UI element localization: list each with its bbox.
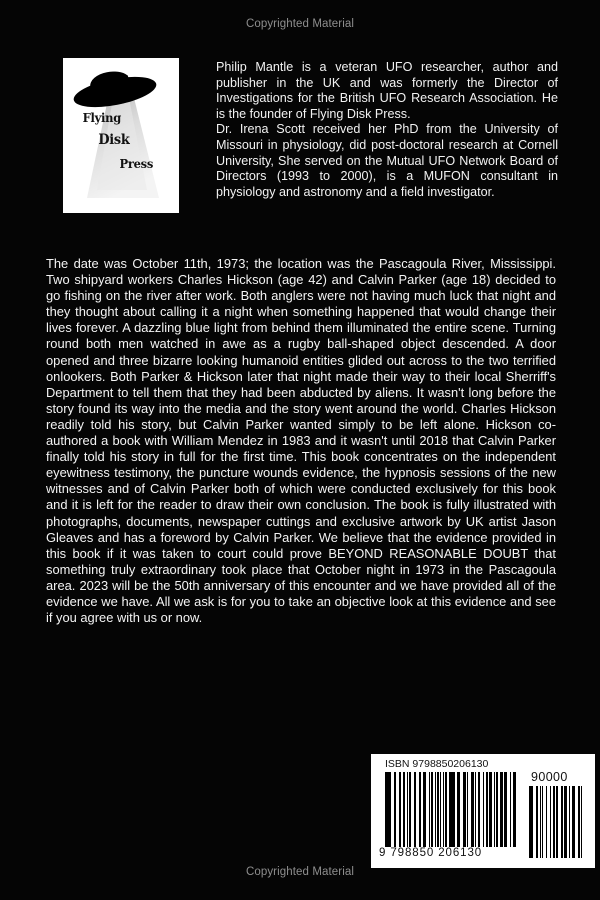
book-description-block [46,256,556,626]
author-bio-philip-mantle: Philip Mantle is a veteran UFO researcher, author and publisher in the UK and was formerly the Director of Investigations for the British UFO Research Association. He is the founder of Flying Disk Press. [216,60,558,121]
publisher-logo-word-disk: Disk [98,132,130,148]
book-description-text: The date was October 11th, 1973; the location was the Pascagoula River, Mississippi. Two shipyard workers Charles Hickson (age 42) and Calvin Parker (age 18) decided to go fishing on the river after work. Both anglers were not having much luck that night and they thought about calling it a night when something happened that would change their lives forever. A dazzling blue light from behind them illuminated the entire scene. Turning round both men watched in awe as a rugby ball-shaped object descended. A door opened and three bizarre looking humanoid entities glided out across to the two terrified onlookers. Both Parker & Hickson later that night made their way to their local Sherriff's Department to tell them that they had been abducted by aliens. It wasn't long before the story found its way into the media and the story went around the world. Charles Hickson readily told his story, but Calvin Parker wanted simply to be left alone. Hickson co-authored a book with William Mendez in 1983 and it wasn't until 2018 that Calvin Parker finally told his story in full for the first time. This book concentrates on the independent eyewitness testimony, the puncture wounds evidence, the hypnosis sessions of the new witnesses and of Calvin Parker both of which were conducted exclusively for this book and it is left for the reader to draw their own conclusion. The book is fully illustrated with photographs, documents, newspaper cuttings and exclusive artwork by UK artist Jason Gleaves and has a foreword by Calvin Parker. We believe that the evidence provided in this book if it was taken to court could prove BEYOND REASONABLE DOUBT that something truly extraordinary took place that October night in 1973 in the Pascagoula area. 2023 will be the 50th anniversary of this encounter and we have provided all of the evidence we have. All we ask is for you to take an objective look at this evidence and see if you agree with us or now. [46,256,556,626]
barcode-human-readable-digits: 9 798850 206130 [379,847,483,859]
isbn-barcode [371,754,595,868]
copyrighted-material-bottom-label: Copyrighted Material [245,866,355,878]
publisher-logo [63,58,179,213]
barcode-addon-label: 90000 [531,770,568,784]
barcode-addon-bars [529,786,581,858]
publisher-logo-word-press: Press [119,156,154,171]
author-bio-block [216,60,558,200]
copyrighted-material-top-label: Copyrighted Material [245,18,355,30]
isbn-label: ISBN 9798850206130 [385,758,489,770]
barcode-main-bars [385,772,515,847]
author-bio-irena-scott: Dr. Irena Scott received her PhD from the University of Missouri in physiology, did post-doctoral research at Cornell University, She served on the Mutual UFO Network Board of Directors (1993 to 2000), is a MUFON consultant in physiology and astronomy and a field investigator. [216,122,558,199]
publisher-logo-word-flying: Flying [82,110,122,125]
